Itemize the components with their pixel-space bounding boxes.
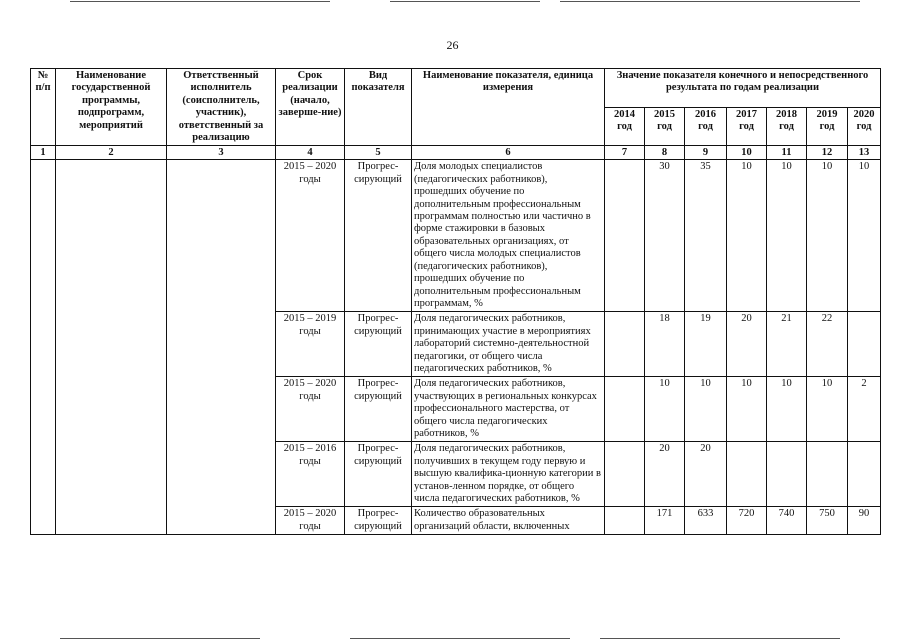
- header-year: 2014 год: [605, 107, 645, 146]
- cell-value-2020: [848, 312, 881, 377]
- cell-value-2017: [727, 442, 767, 507]
- cell-term: 2015 – 2020 годы: [276, 507, 345, 535]
- cell-indicator-name: Доля педагогических работников, участвующих в региональных конкурсах профессионального мастерства, от общего числа педагогических работников, %: [412, 377, 605, 442]
- header-year: 2016 год: [685, 107, 727, 146]
- header-year: 2018 год: [767, 107, 807, 146]
- cell-value-2016: 35: [685, 160, 727, 312]
- header-year: 2017 год: [727, 107, 767, 146]
- header-program-name: Наименование государственной программы, подпрограмм, мероприятий: [56, 69, 167, 146]
- cell-indicator-type: Прогрес-сирующий: [345, 507, 412, 535]
- scan-fragment-bottom: [60, 638, 260, 639]
- cell-value-2016: 19: [685, 312, 727, 377]
- cell-value-2017: 10: [727, 160, 767, 312]
- cell-value-2019: 750: [807, 507, 848, 535]
- cell-value-2017: 10: [727, 377, 767, 442]
- cell-value-2015: 18: [645, 312, 685, 377]
- column-number: 1: [31, 146, 56, 160]
- scan-fragment-top: [70, 1, 330, 2]
- cell-term: 2015 – 2019 годы: [276, 312, 345, 377]
- scan-fragment-bottom: [350, 638, 570, 639]
- page-number: 26: [446, 38, 459, 52]
- table-row: [31, 160, 881, 312]
- cell-program-name: [56, 160, 167, 535]
- column-number: 12: [807, 146, 848, 160]
- column-number: 4: [276, 146, 345, 160]
- column-number: 10: [727, 146, 767, 160]
- cell-value-2014: [605, 312, 645, 377]
- header-year: 2015 год: [645, 107, 685, 146]
- cell-value-2018: 10: [767, 160, 807, 312]
- cell-indicator-type: Прогрес-сирующий: [345, 377, 412, 442]
- cell-value-2018: 10: [767, 377, 807, 442]
- cell-value-2014: [605, 377, 645, 442]
- header-term: Срок реализации (начало, заверше-ние): [276, 69, 345, 146]
- cell-term: 2015 – 2020 годы: [276, 160, 345, 312]
- cell-value-2015: 10: [645, 377, 685, 442]
- column-number: 11: [767, 146, 807, 160]
- column-number: 8: [645, 146, 685, 160]
- cell-indicator-name: Доля молодых специалистов (педагогических работников), прошедших обучение по дополнительным профессиональным программам полностью или частично в форме стажировки в базовых образовательных организациях, от общего числа молодых специалистов (педагогических работников), прошедших обучение по дополнительным профессиональным программам, %: [412, 160, 605, 312]
- column-number: 3: [167, 146, 276, 160]
- header-no: № п/п: [31, 69, 56, 146]
- cell-executor: [167, 160, 276, 535]
- cell-value-2019: 10: [807, 160, 848, 312]
- header-indicator-name: Наименование показателя, единица измерения: [412, 69, 605, 146]
- column-numbers-row: [31, 146, 881, 160]
- column-number: 13: [848, 146, 881, 160]
- cell-value-2017: 20: [727, 312, 767, 377]
- column-number: 6: [412, 146, 605, 160]
- cell-value-2016: 10: [685, 377, 727, 442]
- cell-value-2017: 720: [727, 507, 767, 535]
- column-number: 2: [56, 146, 167, 160]
- cell-indicator-type: Прогрес-сирующий: [345, 442, 412, 507]
- cell-value-2020: [848, 442, 881, 507]
- cell-indicator-type: Прогрес-сирующий: [345, 312, 412, 377]
- cell-no: [31, 160, 56, 535]
- cell-value-2020: 2: [848, 377, 881, 442]
- header-year: 2020 год: [848, 107, 881, 146]
- cell-value-2018: [767, 442, 807, 507]
- cell-value-2019: 22: [807, 312, 848, 377]
- cell-value-2018: 21: [767, 312, 807, 377]
- cell-value-2020: 10: [848, 160, 881, 312]
- cell-term: 2015 – 2016 годы: [276, 442, 345, 507]
- indicators-table: [30, 68, 881, 535]
- cell-value-2016: 633: [685, 507, 727, 535]
- cell-value-2019: [807, 442, 848, 507]
- scan-fragment-bottom: [600, 638, 840, 639]
- scan-fragment-top: [560, 1, 860, 2]
- column-number: 5: [345, 146, 412, 160]
- header-indicator-type: Вид показателя: [345, 69, 412, 146]
- cell-indicator-name: Доля педагогических работников, получивших в текущем году первую и высшую квалифика-ционную категории в установ-ленном порядке, от общего числа педагогических работников, %: [412, 442, 605, 507]
- cell-indicator-name: Количество образовательных организаций области, включенных: [412, 507, 605, 535]
- cell-value-2014: [605, 160, 645, 312]
- cell-indicator-name: Доля педагогических работников, принимающих участие в мероприятиях лабораторий системно-деятельностной педагогики, от общего числа педагогических работников, %: [412, 312, 605, 377]
- cell-value-2015: 20: [645, 442, 685, 507]
- cell-value-2019: 10: [807, 377, 848, 442]
- cell-value-2014: [605, 442, 645, 507]
- cell-term: 2015 – 2020 годы: [276, 377, 345, 442]
- cell-value-2018: 740: [767, 507, 807, 535]
- cell-value-2015: 30: [645, 160, 685, 312]
- column-number: 9: [685, 146, 727, 160]
- cell-value-2014: [605, 507, 645, 535]
- header-values-group: Значение показателя конечного и непосредственного результата по годам реализации: [605, 69, 881, 108]
- header-executor: Ответственный исполнитель (соисполнитель, участник), ответственный за реализацию: [167, 69, 276, 146]
- header-year: 2019 год: [807, 107, 848, 146]
- column-number: 7: [605, 146, 645, 160]
- cell-indicator-type: Прогрес-сирующий: [345, 160, 412, 312]
- cell-value-2020: 90: [848, 507, 881, 535]
- cell-value-2016: 20: [685, 442, 727, 507]
- scan-fragment-top: [390, 1, 540, 2]
- cell-value-2015: 171: [645, 507, 685, 535]
